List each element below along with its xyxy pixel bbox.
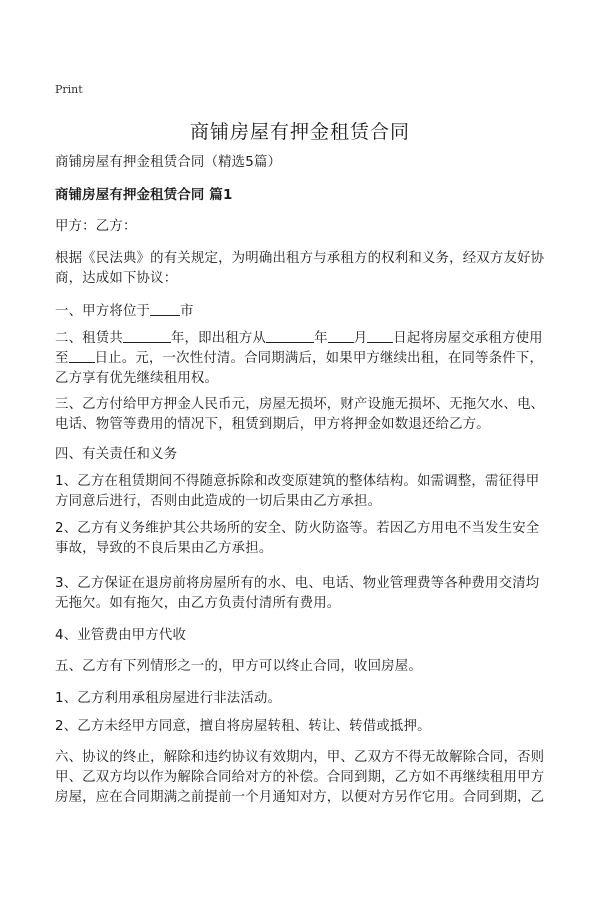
clause-1	[55, 302, 545, 322]
clause-3: 三、乙方付给甲方押金人民币元，房屋无损坏，财产设施无损坏、无拖欠水、电、电话、物管等费用的情况下，租赁到期后，甲方将押金如数退还给乙方。	[55, 397, 545, 432]
clause-2-part-e: 日起将房屋交承租方使用至	[55, 331, 543, 366]
parties-line: 甲方：乙方：	[55, 219, 137, 234]
clause-4-heading: 四、有关责任和义务	[55, 447, 178, 462]
clause-2-part-b: 年，即出租方从	[170, 331, 267, 346]
section-heading: 商铺房屋有押金租赁合同 篇1	[55, 188, 233, 203]
clause-4-1: 1、乙方在租赁期间不得随意拆除和改变原建筑的整体结构。如需调整，需征得甲方同意后进行，否则由此造成的一切后果由乙方承担。	[55, 474, 540, 509]
blank-line	[69, 349, 95, 363]
blank-line	[123, 329, 171, 343]
clause-2-part-a: 二、租赁共	[55, 331, 123, 346]
clause-1-prefix: 一、甲方将位于	[55, 304, 151, 319]
clause-5-1: 1、乙方利用承租房屋进行非法活动。	[55, 691, 282, 706]
document-subtitle: 商铺房屋有押金租赁合同（精选5篇）	[55, 155, 282, 170]
clause-5-2: 2、乙方未经甲方同意，擅自将房屋转租、转让、转借或抵押。	[55, 719, 431, 734]
blank-line	[150, 302, 180, 316]
clause-4-2: 2、乙方有义务维护其公共场所的安全、防火防盗等。若因乙方用电不当发生安全事故，导致的不良后果由乙方承担。	[55, 521, 540, 556]
clause-2-part-d: 月	[353, 331, 368, 346]
clause-4-3: 3、乙方保证在退房前将房屋所有的水、电、电话、物业管理费等各种费用交清均无拖欠。如有拖欠，由乙方负责付清所有费用。	[55, 576, 540, 611]
intro-paragraph: 根据《民法典》的有关规定，为明确出租方与承租方的权利和义务，经双方友好协商，达成如下协议：	[55, 251, 545, 286]
clause-5: 五、乙方有下列情形之一的，甲方可以终止合同，收回房屋。	[55, 659, 422, 674]
blank-line	[328, 329, 354, 343]
blank-line	[367, 329, 393, 343]
clause-6: 六、协议的终止，解除和违约协议有效期内，甲、乙双方不得无故解除合同，否则甲、乙双方均以作为解除合同给对方的补偿。合同到期，乙方如不再继续租用甲方房屋，应在合同期满之前提前一个月通知对方，以便对方另作它用。合同到期，乙	[55, 750, 545, 805]
print-label: Print	[55, 83, 83, 96]
clause-4-4: 4、业管费由甲方代收	[55, 628, 187, 643]
blank-line	[266, 329, 314, 343]
clause-2	[55, 329, 545, 389]
clause-2-part-f: 日止。元，一次性付清。合同期满后，如果甲方继续出租，在同等条件下，乙方享有优先继续租用权。	[55, 351, 544, 386]
document-title: 商铺房屋有押金租赁合同	[189, 121, 410, 143]
clause-2-part-c: 年	[314, 331, 328, 346]
clause-1-suffix: 市	[180, 304, 194, 319]
